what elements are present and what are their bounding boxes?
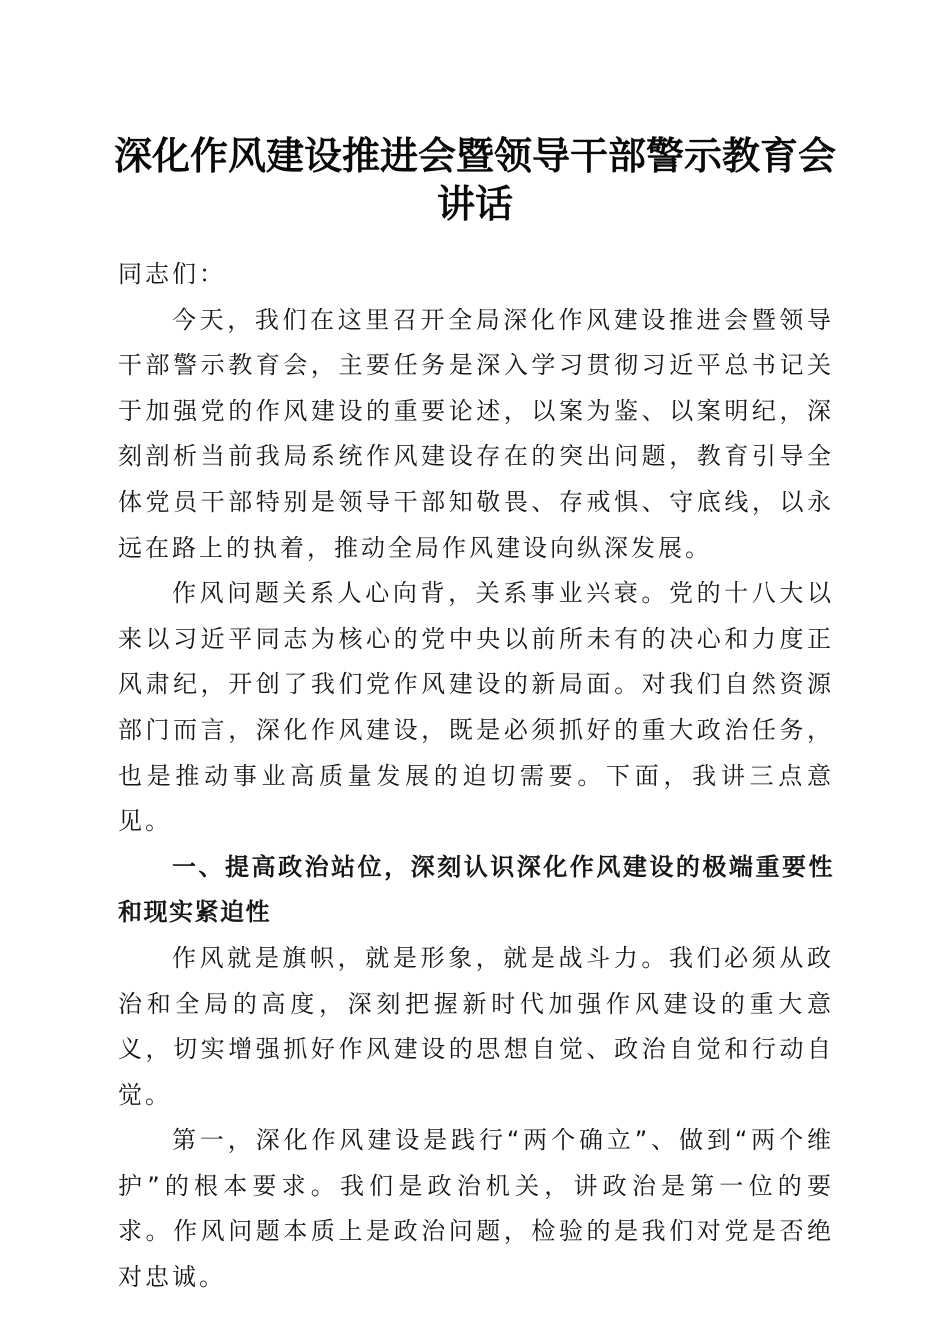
paragraph-opening: 今天，我们在这里召开全局深化作风建设推进会暨领导干部警示教育会，主要任务是深入学习贯彻习近平总书记关于加强党的作风建设的重要论述，以案为鉴、以案明纪，深刻剖析当前我局系统作风建设存在的突出问题，教育引导全体党员干部特别是领导干部知敬畏、存戒惧、守底线，以永远在路上的执着，推动全局作风建设向纵深发展。 xyxy=(118,305,834,562)
document-body xyxy=(118,252,834,1301)
section-paragraph-2: 第一，深化作风建设是践行“两个确立”、做到“两个维护”的根本要求。我们是政治机关，讲政治是第一位的要求。作风问题本质上是政治问题，检验的是我们对党是否绝对忠诚。 xyxy=(118,1126,834,1292)
document-title: 深化作风建设推进会暨领导干部警示教育会讲话 xyxy=(113,133,836,226)
section-paragraph-1: 作风就是旗帜，就是形象，就是战斗力。我们必须从政治和全局的高度，深刻把握新时代加强作风建设的重大意义，切实增强抓好作风建设的思想自觉、政治自觉和行动自觉。 xyxy=(118,943,834,1109)
salutation: 同志们： xyxy=(118,260,226,288)
paragraph-context: 作风问题关系人心向背，关系事业兴衰。党的十八大以来以习近平同志为核心的党中央以前所未有的决心和力度正风肃纪，开创了我们党作风建设的新局面。对我们自然资源部门而言，深化作风建设，既是必须抓好的重大政治任务，也是推动事业高质量发展的迫切需要。下面，我讲三点意见。 xyxy=(118,579,834,836)
section-heading-1: 一、提高政治站位，深刻认识深化作风建设的极端重要性和现实紧迫性 xyxy=(118,852,834,927)
